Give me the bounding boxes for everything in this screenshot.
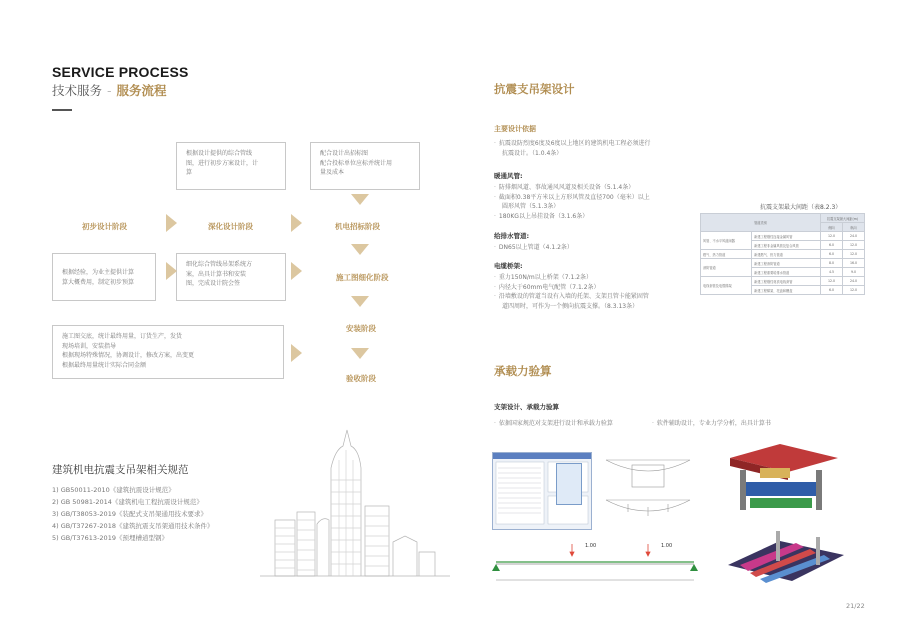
flow-arrow-down — [351, 244, 369, 255]
table-cell: 燃气、热力管道 — [701, 250, 752, 259]
bullet-text: 抗震设防烈度6度及6度以上地区的建筑机电工程必须进行 — [498, 140, 651, 147]
hvac-list: · 防排烟风道、事故通风风道及相关设备（5.1.4条） · 截面积0.38平方米以上方形风管及直径700（毫米）以上 圆形风管（5.1.3条） · 180KG以上吊挂设备（3.1.6条） — [494, 183, 694, 221]
table-cell: 24.0 — [843, 277, 865, 286]
table-cell: 新建工程重要给排水管道 — [752, 268, 821, 277]
section-title-seismic-design: 抗震支吊架设计 — [494, 82, 575, 96]
process-box-preliminary — [176, 142, 286, 190]
spacing-table-caption: 抗震支架最大间距（表8.2.3） — [760, 204, 842, 211]
process-box-line: 根据经验，为业主提供计算 — [62, 269, 135, 276]
water-label: 给排水管道: — [494, 232, 530, 240]
table-cell: 风管、不水平风道阀器 — [701, 232, 752, 250]
city-skyline-illustration — [255, 420, 455, 580]
table-cell: 9.0 — [843, 268, 865, 277]
standard-item: 4) GB/T37267-2018《建筑抗震支吊架通用技术条件》 — [52, 522, 214, 530]
table-row — [701, 232, 865, 241]
process-box-line: 算大概费用，制定初步预算 — [62, 278, 135, 286]
water-list: · DN65以上管道（4.1.2条） — [494, 244, 573, 251]
table-cell: 6.0 — [821, 286, 843, 295]
process-box-installation — [52, 325, 284, 379]
table-cell: 6.0 — [821, 250, 843, 259]
stage-detailed-design: 深化设计阶段 — [208, 222, 253, 231]
stage-acceptance: 验收阶段 — [346, 374, 376, 383]
standards-title: 建筑机电抗震支吊架相关规范 — [52, 464, 189, 476]
process-box-bidding — [310, 142, 420, 190]
pipe-support-3d-render — [720, 525, 850, 595]
flow-arrow-down — [351, 194, 369, 205]
bullet-text: 截面积0.38平方米以上方形风管及直径700（毫米）以上 — [498, 193, 650, 201]
section-title-load-check: 承载力验算 — [494, 364, 552, 378]
process-box-detailed-design — [176, 253, 286, 301]
electrical-list: · 重力150N/m以上桥架（7.1.2条） · 内径大于60mm电气配管（7.1.2条） · 沿墙敷设的管道当设有入墙的托架、支架且管卡能紧固管 道四周时，可作为一个侧向抗震支撑。（8.3.13条） — [494, 273, 694, 311]
table-cell: 12.0 — [821, 232, 843, 241]
table-cell: 新建工程刚性材质电线套管 — [752, 277, 821, 286]
process-box-line: 现场培训，安装指导 — [62, 342, 117, 350]
table-cell: 电线套管及电缆梯架 — [701, 277, 752, 295]
flow-arrow-right — [166, 262, 177, 280]
stage-mep-bidding: 机电招标阶段 — [335, 222, 380, 231]
table-cell: 消防管道 — [701, 259, 752, 277]
bullet-text: 依据国家规范对支架进行设计和承载力验算 — [498, 420, 613, 427]
header-cn-separator: - — [107, 83, 112, 98]
table-cell: 8.0 — [821, 259, 843, 268]
process-box-line: 根据现场特殊情况，协调设计，修改方案，出变更 — [62, 352, 195, 359]
flow-arrow-down — [351, 348, 369, 359]
load-check-label: 支架设计、承载力验算 — [494, 403, 559, 411]
table-cell: 12.0 — [843, 286, 865, 295]
table-header-row — [701, 214, 865, 223]
software-window-panel — [556, 463, 582, 505]
beam-load-label-1: 1.00 — [585, 543, 597, 549]
bullet-text: 180KG以上吊挂设备（3.1.6条） — [498, 212, 589, 220]
process-box-line: 施工图交底，统计最终用量，订货生产，发货 — [62, 333, 183, 340]
page-number: 21/22 — [846, 602, 865, 610]
bullet-text: DN65以上管道（4.1.2条） — [498, 244, 573, 251]
process-box-line: 图，完成设计院会签 — [186, 280, 241, 287]
flow-arrow-down — [351, 296, 369, 307]
table-cell: 新建工程非金属风管及复合风管 — [752, 241, 821, 250]
table-cell: 12.0 — [843, 250, 865, 259]
header-divider — [52, 109, 72, 111]
seismic-bracket-3d-render — [720, 440, 850, 520]
bullet-text: 重力150N/m以上桥架（7.1.2条） — [498, 274, 592, 281]
stage-construction-drawing: 施工图细化阶段 — [336, 273, 389, 282]
table-cell: 新建工程梯架、托盘和槽盒 — [752, 286, 821, 295]
table-header-cell: 侧向 — [821, 223, 843, 232]
table-cell: 6.0 — [821, 241, 843, 250]
process-box-line: 根据设计提供的综合管线 — [186, 150, 253, 157]
bullet-text: 软件辅助设计，专业力学分析，出具计算书 — [656, 420, 771, 427]
bullet-text: 圆形风管（5.1.3条） — [502, 203, 560, 210]
standard-item: 2) GB 50981-2014《建筑机电工程抗震设计规范》 — [52, 498, 203, 506]
standard-item: 1) GB50011-2010《建筑抗震设计规范》 — [52, 486, 175, 494]
spacing-table — [700, 213, 865, 295]
header-cn-main: 技术服务 — [52, 83, 103, 98]
header-chinese-title — [52, 81, 167, 99]
beam-load-label-2: 1.00 — [661, 543, 673, 549]
bullet-text: 内径大于60mm电气配管（7.1.2条） — [498, 283, 600, 291]
table-row — [701, 250, 865, 259]
table-cell: 12.0 — [843, 241, 865, 250]
load-check-item-1: · 依据国家规范对支架进行设计和承载力验算 — [494, 420, 613, 427]
table-row — [701, 277, 865, 286]
bullet-text: 道四周时，可作为一个侧向抗震支撑。（8.3.13条） — [502, 302, 639, 310]
electrical-label: 电缆桥架: — [494, 262, 523, 270]
table-cell: 12.0 — [821, 277, 843, 286]
bullet-text: 防排烟风道、事故通风风道及相关设备（5.1.4条） — [498, 184, 635, 191]
process-box-line: 配合设计出招标图 — [320, 150, 369, 157]
header-english-title: SERVICE PROCESS — [52, 64, 189, 80]
process-box-line: 细化综合管线吊架系统方 — [186, 261, 253, 268]
table-cell: 24.0 — [843, 232, 865, 241]
process-box-line: 量及成本 — [320, 169, 345, 176]
table-cell: 16.0 — [843, 259, 865, 268]
standards-list — [52, 484, 213, 544]
standard-item: 5) GB/T37613-2019《预埋槽道型钢》 — [52, 534, 168, 542]
process-box-line: 图，进行初步方案设计，计 — [186, 159, 259, 167]
process-box-line: 根据最终用量统计实际合同金额 — [62, 361, 147, 369]
design-basis-title: 主要设计依据 — [494, 125, 536, 133]
table-header-cell: 抗震支架最大间距(m) — [821, 214, 865, 223]
flow-arrow-right — [291, 214, 302, 232]
process-box-line: 算 — [186, 169, 193, 176]
process-box-line: 案，出具计算书和安装 — [186, 270, 247, 278]
load-check-item-2: · 软件辅助设计，专业力学分析，出具计算书 — [652, 420, 771, 427]
bullet-text: 沿墙敷设的管道当设有入墙的托架、支架且管卡能紧固管 — [498, 293, 649, 300]
table-cell: 4.5 — [821, 268, 843, 277]
table-cell: 新建工程消防管道 — [752, 259, 821, 268]
process-box-line: 配合投标单位应标并统计用 — [320, 159, 393, 167]
header-cn-accent: 服务流程 — [116, 83, 167, 98]
flow-arrow-right — [291, 344, 302, 362]
table-row — [701, 259, 865, 268]
stage-installation: 安装阶段 — [346, 324, 376, 333]
bullet-text: 抗震设计。（1.0.4条） — [502, 149, 563, 157]
process-box-budget — [52, 253, 156, 301]
flow-arrow-right — [166, 214, 177, 232]
flow-arrow-right — [291, 262, 302, 280]
standard-item: 3) GB/T38053-2019《装配式支吊架通用技术要求》 — [52, 510, 207, 518]
table-cell: 新建燃气、热力管道 — [752, 250, 821, 259]
table-cell: 新建工程刚性连接金属风管 — [752, 232, 821, 241]
stage-preliminary-design: 初步设计阶段 — [82, 222, 127, 231]
table-header-cell: 管道类别 — [701, 214, 821, 232]
hvac-label: 暖通风管: — [494, 172, 523, 180]
design-basis-text: · 抗震设防烈度6度及6度以上地区的建筑机电工程必须进行 抗震设计。（1.0.4条） — [494, 139, 694, 158]
table-header-cell: 纵向 — [843, 223, 865, 232]
section-diagram — [598, 452, 698, 532]
